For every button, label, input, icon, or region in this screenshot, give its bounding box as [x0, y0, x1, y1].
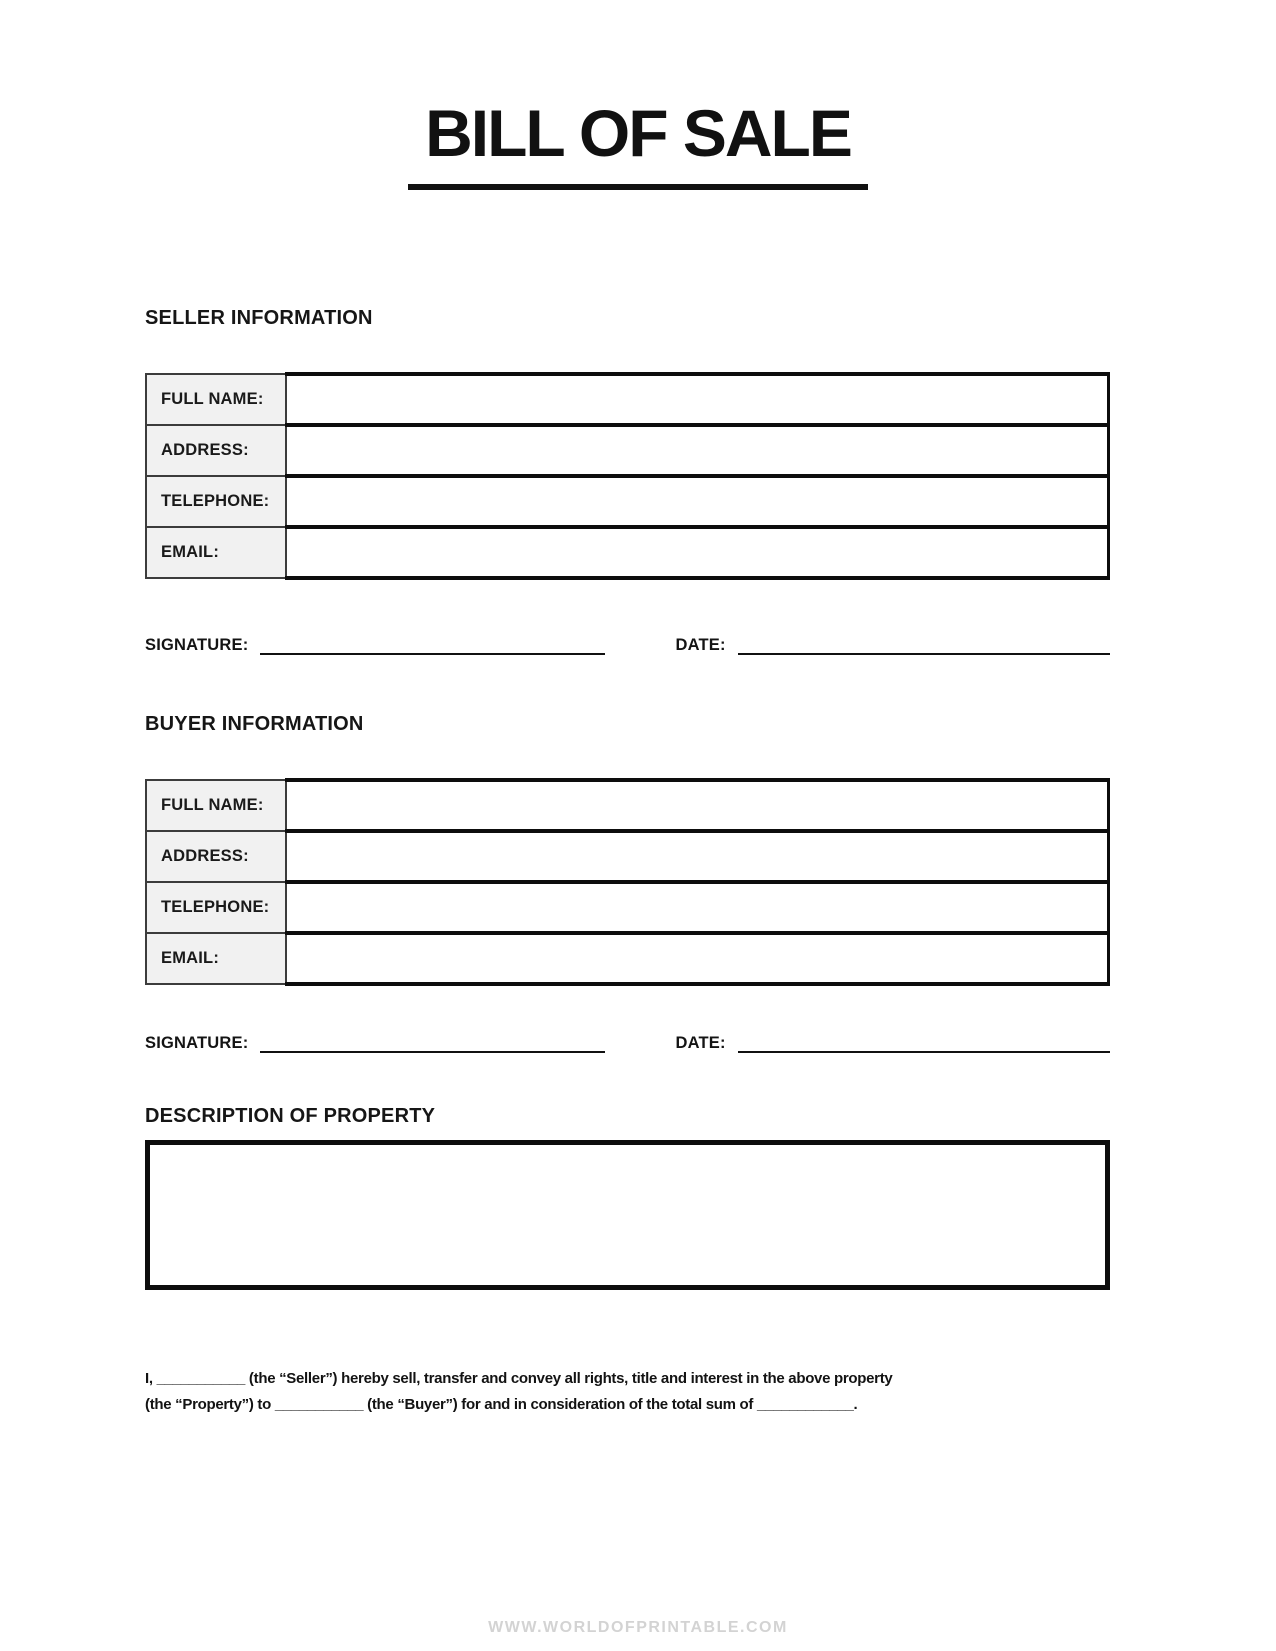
buyer-address-label: ADDRESS:: [146, 831, 286, 882]
seller-signature-row: [145, 632, 1110, 656]
seller-telephone-label: TELEPHONE:: [146, 476, 286, 527]
table-row: [146, 780, 1109, 831]
table-row: [146, 425, 1109, 476]
buyer-telephone-input[interactable]: [286, 882, 1109, 933]
seller-date-label: DATE:: [675, 636, 726, 654]
buyer-section: [145, 712, 1110, 1054]
title-underline-rule: [408, 184, 868, 190]
legal-statement-line-1: I, ___________ (the “Seller”) hereby sell, transfer and convey all rights, title and interest in the above property: [145, 1370, 893, 1387]
table-row: [146, 476, 1109, 527]
seller-address-input[interactable]: [286, 425, 1109, 476]
seller-signature-label: SIGNATURE:: [145, 636, 249, 654]
buyer-email-label: EMAIL:: [146, 933, 286, 984]
buyer-telephone-label: TELEPHONE:: [146, 882, 286, 933]
description-section: [145, 1104, 1110, 1290]
seller-date-line[interactable]: [738, 635, 1110, 655]
buyer-signature-line[interactable]: [260, 1033, 605, 1053]
legal-statement-line-2: (the “Property”) to ___________ (the “Buyer”) for and in consideration of the total sum of ____________.: [145, 1396, 858, 1413]
description-section-heading: DESCRIPTION OF PROPERTY: [145, 1105, 436, 1127]
seller-telephone-input[interactable]: [286, 476, 1109, 527]
document-header: [0, 96, 1276, 190]
table-row: [146, 882, 1109, 933]
buyer-full-name-label: FULL NAME:: [146, 780, 286, 831]
seller-full-name-label: FULL NAME:: [146, 374, 286, 425]
seller-section: [145, 306, 1110, 656]
seller-email-label: EMAIL:: [146, 527, 286, 578]
seller-address-label: ADDRESS:: [146, 425, 286, 476]
buyer-signature-label: SIGNATURE:: [145, 1034, 249, 1052]
buyer-full-name-input[interactable]: [286, 780, 1109, 831]
property-description-input[interactable]: [145, 1140, 1110, 1290]
buyer-info-table: [145, 778, 1110, 986]
page-footer: [0, 1619, 1276, 1637]
seller-email-input[interactable]: [286, 527, 1109, 578]
buyer-address-input[interactable]: [286, 831, 1109, 882]
buyer-date-label: DATE:: [675, 1034, 726, 1052]
page-title: BILL OF SALE: [425, 96, 851, 170]
seller-full-name-input[interactable]: [286, 374, 1109, 425]
seller-section-heading: SELLER INFORMATION: [145, 307, 373, 329]
table-row: [146, 527, 1109, 578]
buyer-section-heading: BUYER INFORMATION: [145, 713, 364, 735]
seller-signature-line[interactable]: [260, 635, 605, 655]
legal-statement: [145, 1366, 1110, 1418]
buyer-date-line[interactable]: [738, 1033, 1110, 1053]
table-row: [146, 831, 1109, 882]
buyer-email-input[interactable]: [286, 933, 1109, 984]
footer-website-text: WWW.WORLDOFPRINTABLE.COM: [488, 1619, 788, 1636]
seller-info-table: [145, 372, 1110, 580]
table-row: [146, 933, 1109, 984]
document-body: [0, 306, 1276, 1418]
buyer-signature-row: [145, 1030, 1110, 1054]
table-row: [146, 374, 1109, 425]
